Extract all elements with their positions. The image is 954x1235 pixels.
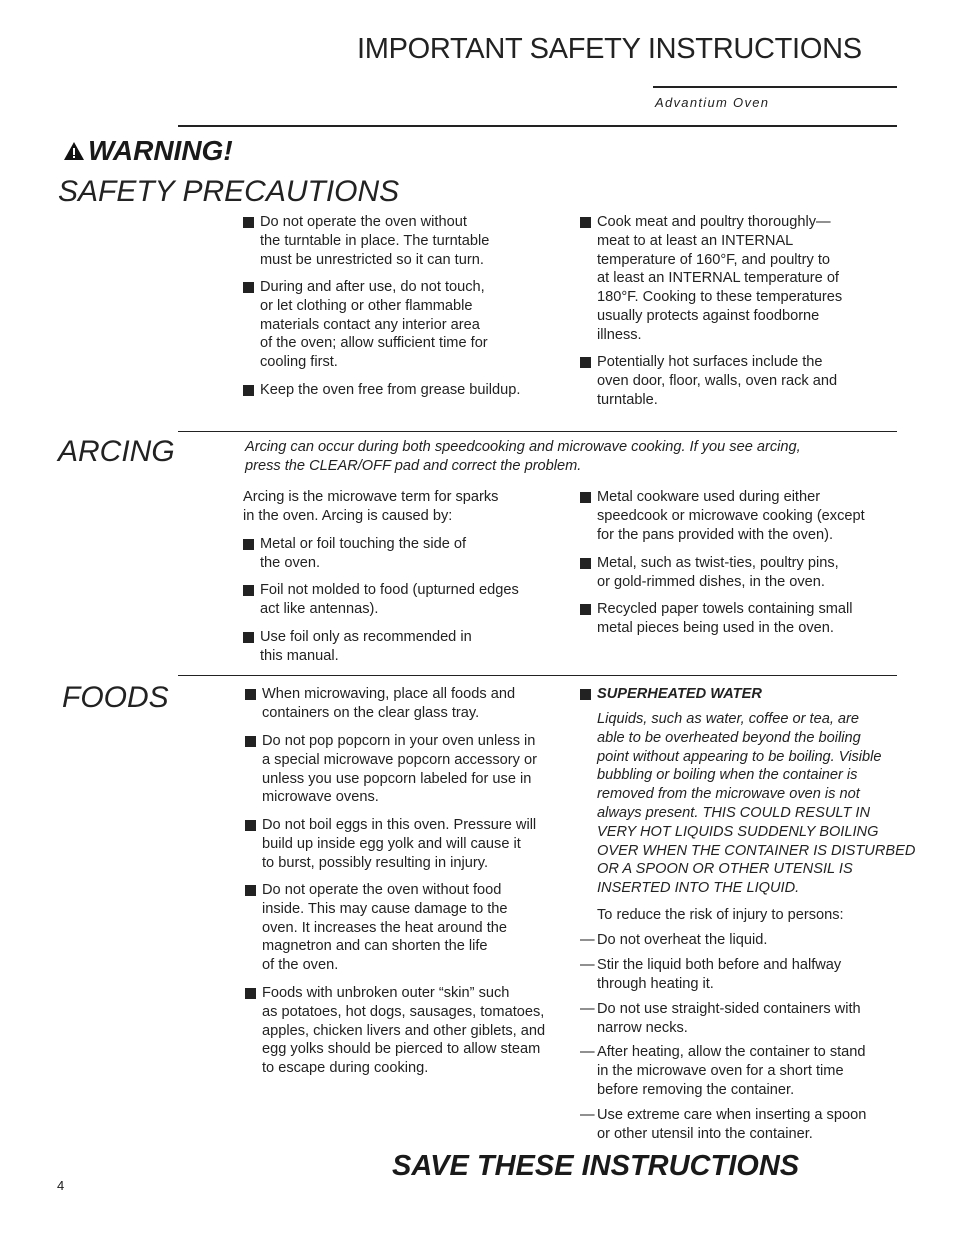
dash-marker: — <box>580 1044 595 1060</box>
dash-item <box>580 931 768 950</box>
page-number: 4 <box>57 1178 65 1193</box>
list-item: Keep the oven free from grease buildup. <box>243 381 520 400</box>
list-item: Recycled paper towels containing small metal pieces being used in the oven. <box>580 600 853 638</box>
dash-item-text: Do not use straight-sided containers with narrow necks. <box>597 1001 861 1036</box>
dash-marker: — <box>580 1107 595 1123</box>
dash-marker: — <box>580 1001 595 1017</box>
warning-heading <box>63 135 233 167</box>
divider <box>178 675 897 676</box>
section-heading-arcing: ARCING <box>58 435 175 468</box>
superheated-body: Liquids, such as water, coffee or tea, are able to be overheated beyond the boiling point without appearing to be boiling. Visible bubbling or boiling when the container is removed from the microwave oven is not always present. THIS COULD RESULT IN VERY HOT LIQUIDS SUDDENLY BOILING OVER WHEN THE CONTAINER IS DISTURBED OR A SPOON OR OTHER UTENSIL IS INSERTED INTO THE LIQUID. <box>597 711 916 897</box>
list-item: Do not boil eggs in this oven. Pressure will build up inside egg yolk and will cause it to burst, possibly resulting in injury. <box>245 816 536 872</box>
dash-marker: — <box>580 932 595 948</box>
list-item: Metal or foil touching the side of the oven. <box>243 535 466 573</box>
divider <box>178 125 897 127</box>
list-item: Do not pop popcorn in your oven unless in a special microwave popcorn accessory or unless you use popcorn labeled for use in microwave ovens. <box>245 732 537 807</box>
section-heading-safety: SAFETY PRECAUTIONS <box>58 175 400 208</box>
dash-item-text: Do not overheat the liquid. <box>597 932 768 948</box>
dash-item <box>580 1106 867 1142</box>
superheated-lead: To reduce the risk of injury to persons: <box>597 907 844 923</box>
list-item: Do not operate the oven without food inside. This may cause damage to the oven. It increases the heat around the magnetron and can shorten the life of the oven. <box>245 881 508 975</box>
divider <box>178 431 897 432</box>
list-item: Metal, such as twist-ties, poultry pins, or gold-rimmed dishes, in the oven. <box>580 554 839 592</box>
dash-item <box>580 1043 866 1098</box>
page-title: IMPORTANT SAFETY INSTRUCTIONS <box>357 33 862 65</box>
dash-marker: — <box>580 957 595 973</box>
list-item: Use foil only as recommended in this manual. <box>243 628 472 666</box>
dash-item <box>580 956 842 992</box>
list-item: Foil not molded to food (upturned edges act like antennas). <box>243 581 519 619</box>
dash-item-text: After heating, allow the container to stand in the microwave oven for a short time before removing the container. <box>597 1044 866 1098</box>
list-item: Foods with unbroken outer “skin” such as potatoes, hot dogs, sausages, tomatoes, apples, chicken livers and other giblets, and egg yolks should be pierced to allow steam to escape during cooking. <box>245 984 545 1078</box>
warning-triangle-icon <box>63 140 85 162</box>
section-heading-foods: FOODS <box>62 681 169 714</box>
superheated-heading: SUPERHEATED WATER <box>580 685 762 704</box>
dash-item-text: Stir the liquid both before and halfway through heating it. <box>597 957 842 992</box>
list-item: During and after use, do not touch, or let clothing or other flammable materials contact any interior area of the oven; allow sufficient time for cooling first. <box>243 278 488 372</box>
list-item: When microwaving, place all foods and containers on the clear glass tray. <box>245 685 515 723</box>
list-item: Potentially hot surfaces include the oven door, floor, walls, oven rack and turntable. <box>580 353 837 409</box>
dash-item-text: Use extreme care when inserting a spoon or other utensil into the container. <box>597 1107 867 1142</box>
arcing-intro: Arcing can occur during both speedcooking and microwave cooking. If you see arcing, press the CLEAR/OFF pad and correct the problem. <box>245 439 801 474</box>
save-instructions-heading: SAVE THESE INSTRUCTIONS <box>392 1150 800 1182</box>
list-item: Do not operate the oven without the turntable in place. The turntable must be unrestricted so it can turn. <box>243 213 489 269</box>
arcing-lead: Arcing is the microwave term for sparks in the oven. Arcing is caused by: <box>243 489 499 524</box>
product-subtitle: Advantium Oven <box>655 95 770 110</box>
dash-item <box>580 1000 861 1036</box>
list-item: Metal cookware used during either speedcook or microwave cooking (except for the pans provided with the oven). <box>580 488 865 544</box>
divider <box>653 86 897 88</box>
list-item: Cook meat and poultry thoroughly— meat to at least an INTERNAL temperature of 160°F, and poultry to at least an INTERNAL temperature of 180°F. Cooking to these temperatures usually protects against foodborne illness. <box>580 213 842 345</box>
warning-label: WARNING! <box>88 135 233 166</box>
